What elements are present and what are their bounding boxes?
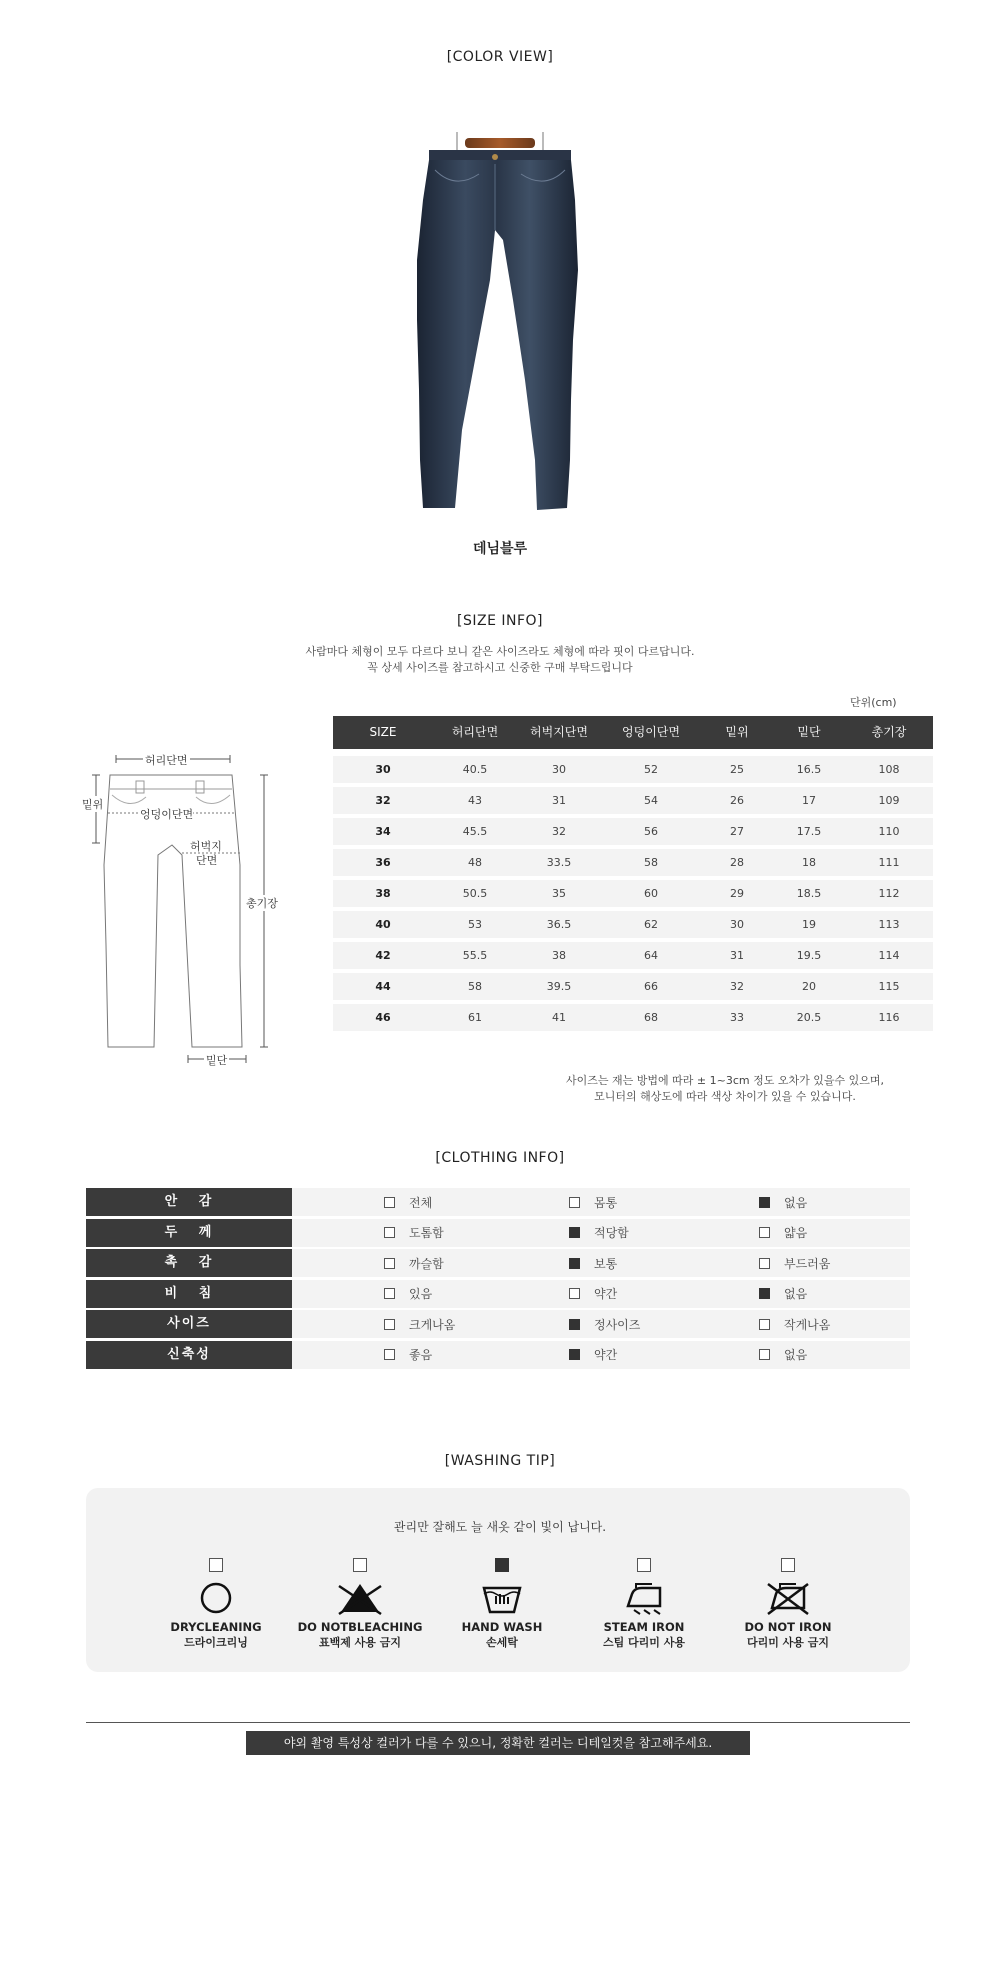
size-table-row bbox=[333, 1004, 933, 1031]
checkbox-unchecked bbox=[384, 1258, 395, 1269]
size-cell-value: 16.5 bbox=[796, 763, 822, 776]
size-table-row bbox=[333, 911, 933, 938]
wash-checkbox bbox=[781, 1558, 795, 1572]
wash-checkbox-checked bbox=[495, 1558, 509, 1572]
clothing-info-option bbox=[569, 1219, 629, 1247]
size-cell-value: 33.5 bbox=[546, 856, 572, 869]
size-cell-value: 60 bbox=[644, 887, 658, 900]
clothing-info-row bbox=[86, 1219, 910, 1247]
size-cell-value: 19.5 bbox=[796, 949, 822, 962]
size-cell-value: 17 bbox=[802, 794, 816, 807]
clothing-info-option bbox=[384, 1188, 432, 1216]
size-cell-value: 25 bbox=[730, 763, 744, 776]
clothing-info-option bbox=[384, 1310, 455, 1338]
clothing-info-option bbox=[384, 1341, 432, 1369]
size-cell-value: 52 bbox=[644, 763, 658, 776]
checkbox-unchecked bbox=[759, 1227, 770, 1238]
clothing-info-option bbox=[759, 1249, 830, 1277]
option-label: 없음 bbox=[784, 1348, 808, 1362]
size-cell-value: 31 bbox=[730, 949, 744, 962]
size-cell-size: 44 bbox=[375, 980, 391, 993]
diagram-label-thigh-1: 허벅지 bbox=[190, 840, 222, 853]
size-cell-value: 18.5 bbox=[796, 887, 822, 900]
option-label: 적당함 bbox=[594, 1226, 629, 1240]
wash-item-hand-wash bbox=[432, 1558, 572, 1650]
size-cell-size: 40 bbox=[375, 918, 391, 931]
option-label: 몸통 bbox=[594, 1195, 618, 1210]
clothing-info-option bbox=[384, 1249, 444, 1277]
size-col-header: 밑단 bbox=[797, 725, 821, 739]
clothing-info-label: 안 감 bbox=[86, 1188, 292, 1216]
option-label: 좋음 bbox=[409, 1348, 433, 1362]
size-col-header: SIZE bbox=[369, 725, 397, 739]
jeans-product-image bbox=[395, 130, 605, 520]
clothing-info-label: 사이즈 bbox=[86, 1310, 292, 1338]
option-label: 도톰함 bbox=[409, 1226, 444, 1240]
option-label: 없음 bbox=[784, 1287, 808, 1301]
option-label: 없음 bbox=[784, 1195, 808, 1210]
checkbox-checked bbox=[569, 1319, 580, 1330]
size-col-header: 허벅지단면 bbox=[530, 725, 588, 739]
drycleaning-icon bbox=[196, 1580, 236, 1616]
size-cell-value: 40.5 bbox=[462, 763, 488, 776]
clothing-info-option bbox=[759, 1310, 830, 1338]
size-cell-size: 46 bbox=[375, 1011, 391, 1024]
option-label: 부드러움 bbox=[784, 1256, 831, 1271]
size-cell-value: 29 bbox=[730, 887, 744, 900]
wash-label-en: DRYCLEANING bbox=[170, 1620, 262, 1634]
clothing-info-option bbox=[569, 1188, 617, 1216]
wash-checkbox bbox=[353, 1558, 367, 1572]
clothing-info-option bbox=[569, 1310, 640, 1338]
clothing-info-option bbox=[759, 1219, 807, 1247]
size-note-line2: 모니터의 해상도에 따라 색상 차이가 있을 수 있습니다. bbox=[594, 1090, 856, 1103]
clothing-info-label: 신축성 bbox=[86, 1341, 292, 1369]
size-cell-value: 20 bbox=[802, 980, 816, 993]
diagram-label-length: 총기장 bbox=[246, 897, 278, 910]
size-table-header bbox=[333, 716, 933, 749]
size-cell-value: 27 bbox=[730, 825, 744, 838]
checkbox-unchecked bbox=[384, 1197, 395, 1208]
size-cell-value: 36.5 bbox=[546, 918, 572, 931]
size-intro-line2: 꼭 상세 사이즈를 참고하시고 신중한 구매 부탁드립니다 bbox=[367, 661, 633, 674]
size-cell-value: 112 bbox=[878, 887, 900, 900]
clothing-info-label: 촉 감 bbox=[86, 1249, 292, 1277]
size-cell-value: 61 bbox=[468, 1011, 482, 1024]
size-cell-value: 55.5 bbox=[462, 949, 488, 962]
clothing-info-option bbox=[569, 1249, 617, 1277]
size-cell-value: 32 bbox=[552, 825, 566, 838]
wash-label-ko: 표백제 사용 금지 bbox=[318, 1636, 402, 1649]
option-label: 정사이즈 bbox=[594, 1317, 641, 1332]
size-cell-value: 17.5 bbox=[796, 825, 822, 838]
size-cell-value: 111 bbox=[878, 856, 900, 869]
color-name: 데님블루 bbox=[472, 541, 528, 557]
wash-checkbox bbox=[209, 1558, 223, 1572]
hand-wash-icon bbox=[480, 1580, 524, 1616]
clothing-info-row bbox=[86, 1188, 910, 1216]
size-cell-value: 62 bbox=[644, 918, 658, 931]
diagram-label-rise: 밑위 bbox=[82, 798, 104, 811]
checkbox-unchecked bbox=[384, 1319, 395, 1330]
size-cell-size: 38 bbox=[375, 887, 391, 900]
size-cell-value: 32 bbox=[730, 980, 744, 993]
checkbox-unchecked bbox=[569, 1197, 580, 1208]
clothing-info-option bbox=[759, 1280, 807, 1308]
wash-label-en: STEAM IRON bbox=[603, 1620, 685, 1634]
option-label: 크게나옴 bbox=[409, 1317, 456, 1332]
size-cell-value: 33 bbox=[730, 1011, 744, 1024]
checkbox-checked bbox=[569, 1227, 580, 1238]
clothing-info-options bbox=[292, 1310, 910, 1338]
size-cell-value: 28 bbox=[730, 856, 744, 869]
size-cell-value: 66 bbox=[644, 980, 658, 993]
clothing-info-row bbox=[86, 1249, 910, 1277]
size-cell-value: 39.5 bbox=[546, 980, 572, 993]
clothing-info-label: 두 께 bbox=[86, 1219, 292, 1247]
clothing-info-option bbox=[569, 1341, 617, 1369]
size-table-row bbox=[333, 880, 933, 907]
clothing-info-options bbox=[292, 1219, 910, 1247]
size-table-row bbox=[333, 818, 933, 845]
clothing-info-row bbox=[86, 1280, 910, 1308]
size-cell-value: 109 bbox=[878, 794, 900, 807]
size-cell-size: 32 bbox=[375, 794, 391, 807]
checkbox-checked bbox=[569, 1349, 580, 1360]
size-table-row bbox=[333, 787, 933, 814]
diagram-label-hip: 엉덩이단면 bbox=[140, 808, 194, 821]
size-cell-value: 41 bbox=[552, 1011, 566, 1024]
size-cell-value: 108 bbox=[878, 763, 900, 776]
size-col-header: 밑위 bbox=[725, 725, 749, 739]
diagram-label-waist: 허리단면 bbox=[145, 754, 188, 767]
checkbox-unchecked bbox=[759, 1349, 770, 1360]
size-cell-size: 36 bbox=[375, 856, 391, 869]
option-label: 보통 bbox=[594, 1256, 618, 1271]
size-cell-value: 31 bbox=[552, 794, 566, 807]
diagram-label-thigh-2: 단면 bbox=[196, 854, 218, 867]
checkbox-unchecked bbox=[384, 1288, 395, 1299]
option-label: 약간 bbox=[594, 1287, 618, 1301]
size-table-row bbox=[333, 756, 933, 783]
no-iron-icon bbox=[764, 1580, 812, 1616]
size-cell-value: 19 bbox=[802, 918, 816, 931]
wash-item-no-bleach bbox=[290, 1558, 430, 1650]
no-bleach-icon bbox=[335, 1580, 385, 1616]
size-cell-value: 45.5 bbox=[462, 825, 488, 838]
size-cell-size: 30 bbox=[375, 763, 391, 776]
option-label: 얇음 bbox=[784, 1226, 808, 1240]
checkbox-checked bbox=[759, 1197, 770, 1208]
size-cell-value: 115 bbox=[878, 980, 900, 993]
wash-item-no-iron bbox=[718, 1558, 858, 1650]
size-cell-value: 30 bbox=[552, 763, 566, 776]
size-table-row bbox=[333, 849, 933, 876]
size-intro-line1: 사람마다 체형이 모두 다르다 보니 같은 사이즈라도 체형에 따라 핏이 다르답니다. bbox=[305, 645, 695, 658]
size-cell-value: 114 bbox=[878, 949, 900, 962]
size-cell-value: 53 bbox=[468, 918, 482, 931]
washing-intro: 관리만 잘해도 늘 새옷 같이 빛이 납니다. bbox=[393, 1520, 607, 1534]
clothing-info-label: 비 침 bbox=[86, 1280, 292, 1308]
diagram-label-hem: 밑단 bbox=[206, 1054, 228, 1067]
checkbox-unchecked bbox=[759, 1319, 770, 1330]
size-info-heading: [SIZE INFO] bbox=[457, 613, 543, 629]
size-cell-size: 42 bbox=[375, 949, 391, 962]
wash-label-ko: 다리미 사용 금지 bbox=[746, 1636, 830, 1649]
unit-label: 단위(cm) bbox=[850, 696, 897, 709]
checkbox-unchecked bbox=[759, 1258, 770, 1269]
clothing-info-option bbox=[759, 1188, 807, 1216]
option-label: 있음 bbox=[409, 1287, 433, 1301]
clothing-info-option bbox=[384, 1280, 432, 1308]
wash-label-en: DO NOTBLEACHING bbox=[297, 1620, 423, 1634]
color-view-heading: [COLOR VIEW] bbox=[446, 49, 554, 65]
size-cell-value: 56 bbox=[644, 825, 658, 838]
size-table-row bbox=[333, 973, 933, 1000]
wash-label-ko: 스팀 다리미 사용 bbox=[602, 1636, 686, 1649]
checkbox-checked bbox=[759, 1288, 770, 1299]
size-col-header: 엉덩이단면 bbox=[622, 725, 680, 739]
size-table-row bbox=[333, 942, 933, 969]
checkbox-unchecked bbox=[384, 1349, 395, 1360]
size-cell-value: 113 bbox=[878, 918, 900, 931]
size-cell-value: 68 bbox=[644, 1011, 658, 1024]
size-note-line1: 사이즈는 재는 방법에 따라 ± 1~3cm 정도 오차가 있을수 있으며, bbox=[566, 1074, 884, 1087]
size-cell-value: 18 bbox=[802, 856, 816, 869]
wash-label-ko: 드라이크리닝 bbox=[184, 1636, 248, 1649]
clothing-info-option bbox=[759, 1341, 807, 1369]
checkbox-unchecked bbox=[384, 1227, 395, 1238]
size-col-header: 허리단면 bbox=[451, 725, 499, 739]
size-col-header: 총기장 bbox=[871, 725, 907, 739]
option-label: 까슬함 bbox=[409, 1256, 444, 1271]
size-cell-value: 64 bbox=[644, 949, 658, 962]
size-cell-value: 48 bbox=[468, 856, 482, 869]
wash-label-en: DO NOT IRON bbox=[744, 1620, 832, 1634]
size-cell-value: 54 bbox=[644, 794, 658, 807]
washing-tip-heading: [WASHING TIP] bbox=[444, 1453, 556, 1469]
option-label: 작게나옴 bbox=[784, 1317, 831, 1332]
clothing-info-options bbox=[292, 1249, 910, 1277]
wash-item-steam-iron bbox=[574, 1558, 714, 1650]
size-cell-value: 58 bbox=[468, 980, 482, 993]
clothing-info-options bbox=[292, 1341, 910, 1369]
steam-iron-icon bbox=[622, 1580, 666, 1616]
wash-label-ko: 손세탁 bbox=[486, 1636, 518, 1649]
checkbox-checked bbox=[569, 1258, 580, 1269]
clothing-info-heading: [CLOTHING INFO] bbox=[435, 1150, 565, 1166]
checkbox-unchecked bbox=[569, 1288, 580, 1299]
size-cell-value: 35 bbox=[552, 887, 566, 900]
clothing-info-row bbox=[86, 1310, 910, 1338]
wash-checkbox bbox=[637, 1558, 651, 1572]
clothing-info-row bbox=[86, 1341, 910, 1369]
size-cell-value: 43 bbox=[468, 794, 482, 807]
size-cell-value: 58 bbox=[644, 856, 658, 869]
option-label: 전체 bbox=[409, 1195, 433, 1210]
clothing-info-option bbox=[569, 1280, 617, 1308]
color-notice-bar: 야외 촬영 특성상 컬러가 다를 수 있으니, 정확한 컬러는 디테일컷을 참고해주세요. bbox=[246, 1731, 750, 1755]
size-cell-value: 30 bbox=[730, 918, 744, 931]
clothing-info-option bbox=[384, 1219, 444, 1247]
size-cell-size: 34 bbox=[375, 825, 391, 838]
size-cell-value: 116 bbox=[878, 1011, 900, 1024]
clothing-info-options bbox=[292, 1188, 910, 1216]
size-cell-value: 50.5 bbox=[462, 887, 488, 900]
divider-line bbox=[86, 1722, 910, 1723]
wash-label-en: HAND WASH bbox=[461, 1620, 543, 1634]
option-label: 약간 bbox=[594, 1348, 618, 1362]
size-cell-value: 110 bbox=[878, 825, 900, 838]
wash-item-drycleaning bbox=[146, 1558, 286, 1650]
size-cell-value: 26 bbox=[730, 794, 744, 807]
size-cell-value: 38 bbox=[552, 949, 566, 962]
clothing-info-options bbox=[292, 1280, 910, 1308]
size-cell-value: 20.5 bbox=[796, 1011, 822, 1024]
